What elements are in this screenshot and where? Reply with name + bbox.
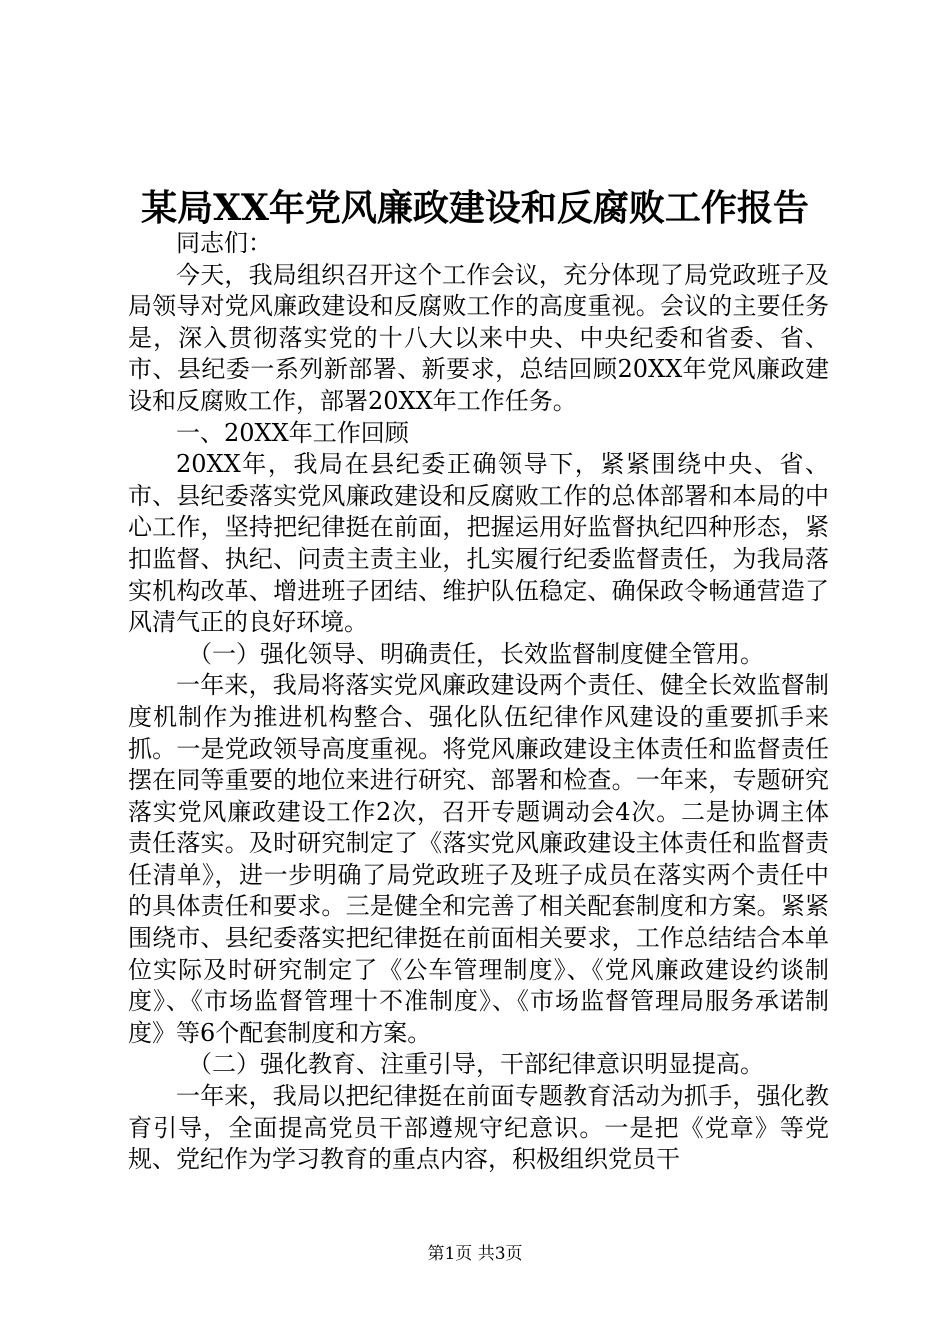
paragraph-subsection-1: 一年来，我局将落实党风廉政建设两个责任、健全长效监督制度机制作为推进机构整合、强化队伍纪律作风建设的重要抓手来抓。一是党政领导高度重视。将党风廉政建设主体责任和监督责任摆在同等重要的地位来进行研究、部署和检查。一年来，专题研究落实党风廉政建设工作2次，召开专题调动会4次。二是协调主体责任落实。及时研究制定了《落实党风廉政建设主体责任和监督责任清单》，进一步明确了局党政班子及班子成员在落实两个责任中的具体责任和要求。三是健全和完善了相关配套制度和方案。紧紧围绕市、县纪委落实把纪律挺在前面相关要求，工作总结结合本单位实际及时研究制定了《公车管理制度》、《党风廉政建设约谈制度》、《市场监督管理十不准制度》、《市场监督管理局服务承诺制度》等6个配套制度和方案。 [128, 671, 829, 1047]
paragraph-subsection-2: 一年来，我局以把纪律挺在前面专题教育活动为抓手，强化教育引导，全面提高党员干部遵规守纪意识。一是把《党章》等党规、党纪作为学习教育的重点内容，积极组织党员干 [128, 1082, 829, 1174]
salutation: 同志们： [176, 229, 272, 257]
paragraph-intro: 今天，我局组织召开这个工作会议，充分体现了局党政班子及局领导对党风廉政建设和反腐败工作的高度重视。会议的主要任务是，深入贯彻落实党的十八大以来中央、中央纪委和省委、省、市、县纪委一系列新部署、新要求，总结回顾20XX年党风廉政建设和反腐败工作，部署20XX年工作任务。 [128, 260, 829, 415]
section-heading-review: 一、20XX年工作回顾 [176, 418, 409, 447]
subsection-heading-2: （二）强化教育、注重引导，干部纪律意识明显提高。 [188, 1050, 764, 1079]
document-title: 某局XX年党风廉政建设和反腐败工作报告 [141, 187, 809, 229]
page-footer: 第1页 共3页 [427, 1244, 523, 1264]
paragraph-review: 20XX年，我局在县纪委正确领导下，紧紧围绕中央、省、市、县纪委落实党风廉政建设和反腐败工作的总体部署和本局的中心工作，坚持把纪律挺在前面，把握运用好监督执纪四种形态，紧扣监督、执纪、问责主责主业，扎实履行纪委监督责任，为我局落实机构改革、增进班子团结、维护队伍稳定、确保政令畅通营造了风清气正的良好环境。 [128, 450, 829, 637]
document-body [128, 228, 829, 1176]
subsection-heading-1: （一）强化领导、明确责任，长效监督制度健全管用。 [188, 639, 764, 668]
